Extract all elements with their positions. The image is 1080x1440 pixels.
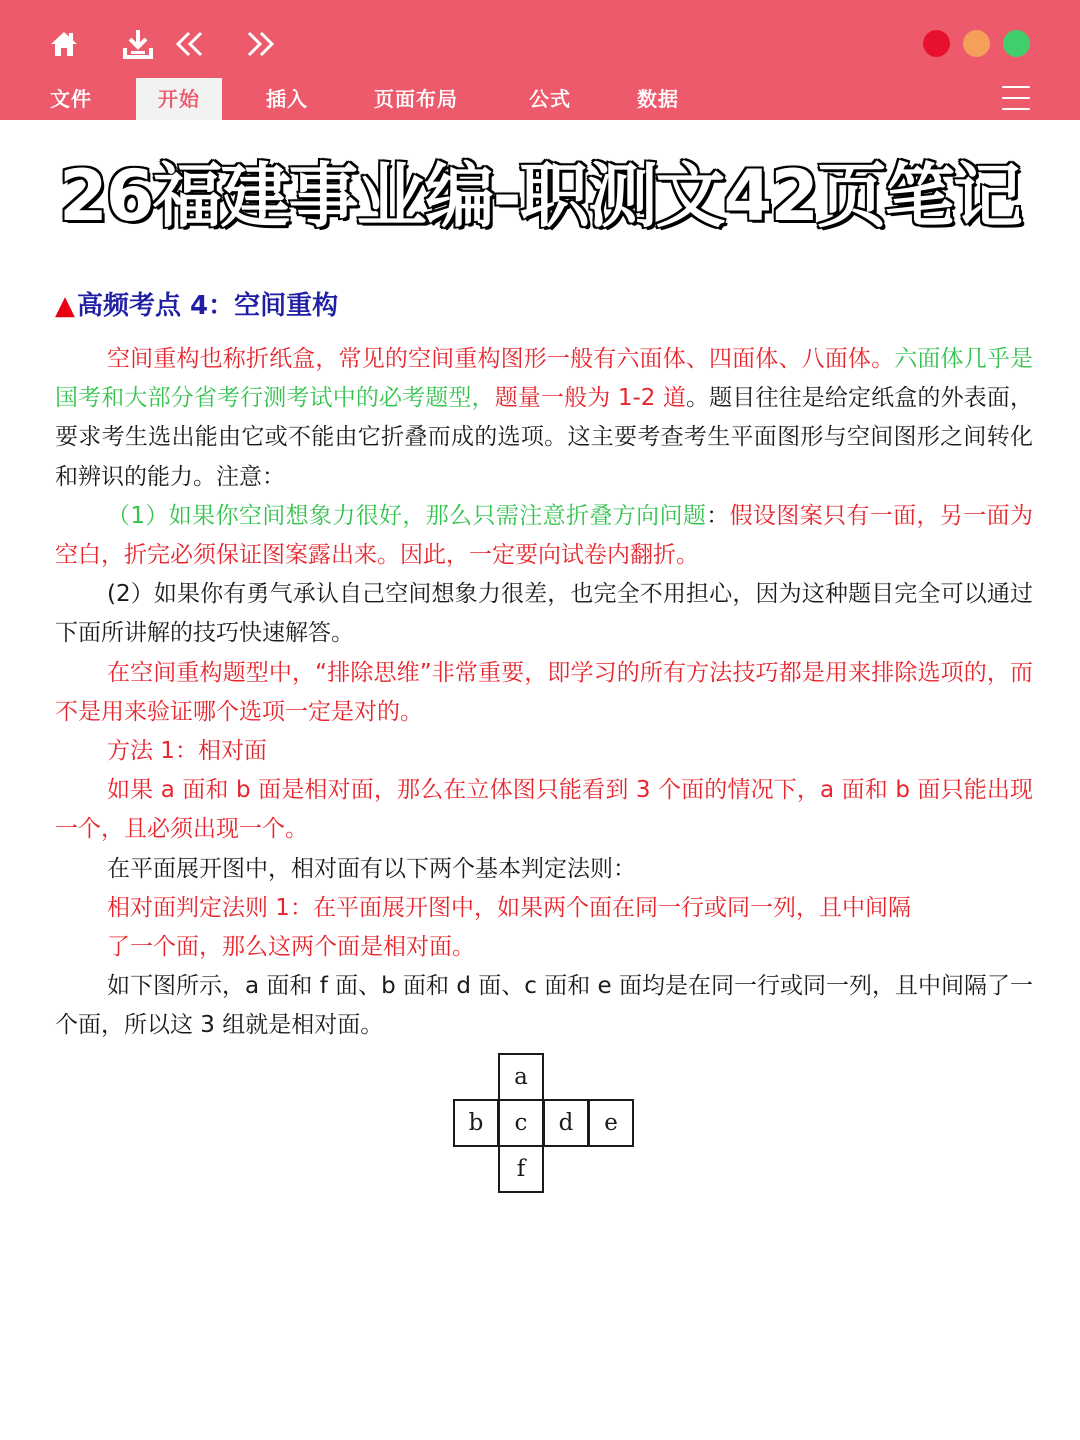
toolbar [0, 0, 1080, 120]
section-heading [55, 284, 1033, 328]
menu-tabs [0, 78, 1080, 120]
net-face-a: a [498, 1053, 544, 1101]
paragraph-rule-1a: 相对面判定法则 1：在平面展开图中，如果两个面在同一行或同一列，且中间隔 [107, 894, 911, 921]
tab-data[interactable]: 数据 [637, 87, 679, 111]
paragraph-opposite-faces: 如果 a 面和 b 面是相对面，那么在立体图只能看到 3 个面的情况下，a 面和 b 面只能出现一个，且必须出现一个。 [55, 777, 1033, 843]
net-face-e: e [588, 1099, 634, 1147]
cube-net-diagram [453, 1053, 635, 1201]
forward-icon[interactable] [238, 24, 282, 64]
page-title: 26福建事业编-职测文42页笔记 [59, 155, 1021, 237]
text-plain: 。题目往往是给定纸盒的外表面，要求考生选出能由它或不能由它折叠而成的选项。这主要考查考生平面图形与空间图形之间转化和辨识的能力。注意： [55, 385, 1033, 490]
triangle-icon: ▲ [55, 291, 75, 321]
download-icon[interactable] [118, 24, 158, 64]
menu-icon[interactable] [1002, 86, 1030, 112]
text-plain: ： [706, 502, 730, 529]
paragraph-rule-1b: 了一个面，那么这两个面是相对面。 [107, 934, 475, 961]
tab-page-layout[interactable]: 页面布局 [374, 87, 458, 111]
minimize-dot[interactable] [963, 30, 990, 57]
text-red: 假设图案只有一面，另一面为空白，折完必须保证图案露出来。因此，一定要向试卷内翻折。 [55, 502, 1034, 569]
section-heading-text: 高频考点 4：空间重构 [77, 291, 339, 321]
net-face-c: c [498, 1099, 544, 1147]
text-red: 题量一般为 1-2 道 [494, 385, 687, 412]
tab-home[interactable]: 开始 [136, 78, 222, 120]
net-face-d: d [543, 1099, 589, 1147]
close-dot[interactable] [923, 30, 950, 57]
window-controls [923, 30, 1030, 57]
paragraph-note-2: (2）如果你有勇气承认自己空间想象力很差，也完全不用担心，因为这种题目完全可以通过下面所讲解的技巧快速解答。 [55, 581, 1033, 647]
back-icon[interactable] [168, 24, 212, 64]
text-green: （1）如果你空间想象力很好，那么只需注意折叠方向问题 [107, 502, 707, 529]
tab-formula[interactable]: 公式 [529, 87, 571, 111]
tab-file[interactable]: 文件 [50, 87, 92, 111]
text-red: 空间重构也称折纸盒，常见的空间重构图形一般有六面体、四面体、八面体。 [107, 346, 895, 372]
paragraph-exclusion: 在空间重构题型中，“排除思维”非常重要，即学习的所有方法技巧都是用来排除选项的，而不是用来验证哪个选项一定是对的。 [55, 659, 1033, 725]
paragraph-note-1 [55, 497, 1033, 575]
maximize-dot[interactable] [1003, 30, 1030, 57]
document [55, 284, 1033, 1046]
net-face-f: f [498, 1145, 544, 1193]
document-body [55, 340, 1033, 1046]
paragraph-rules-intro: 在平面展开图中，相对面有以下两个基本判定法则： [107, 855, 636, 882]
text-green: 六面体几乎是国考和大部分省考行测考试中的必考题型， [55, 346, 1034, 412]
paragraph-example: 如下图所示，a 面和 f 面、b 面和 d 面、c 面和 e 面均是在同一行或同一列，且中间隔了一个面，所以这 3 组就是相对面。 [55, 973, 1033, 1039]
paragraph-intro [55, 340, 1033, 497]
paragraph-method-1: 方法 1：相对面 [107, 738, 267, 765]
net-face-b: b [453, 1099, 499, 1147]
home-icon[interactable] [44, 24, 84, 64]
tab-insert[interactable]: 插入 [266, 87, 308, 111]
